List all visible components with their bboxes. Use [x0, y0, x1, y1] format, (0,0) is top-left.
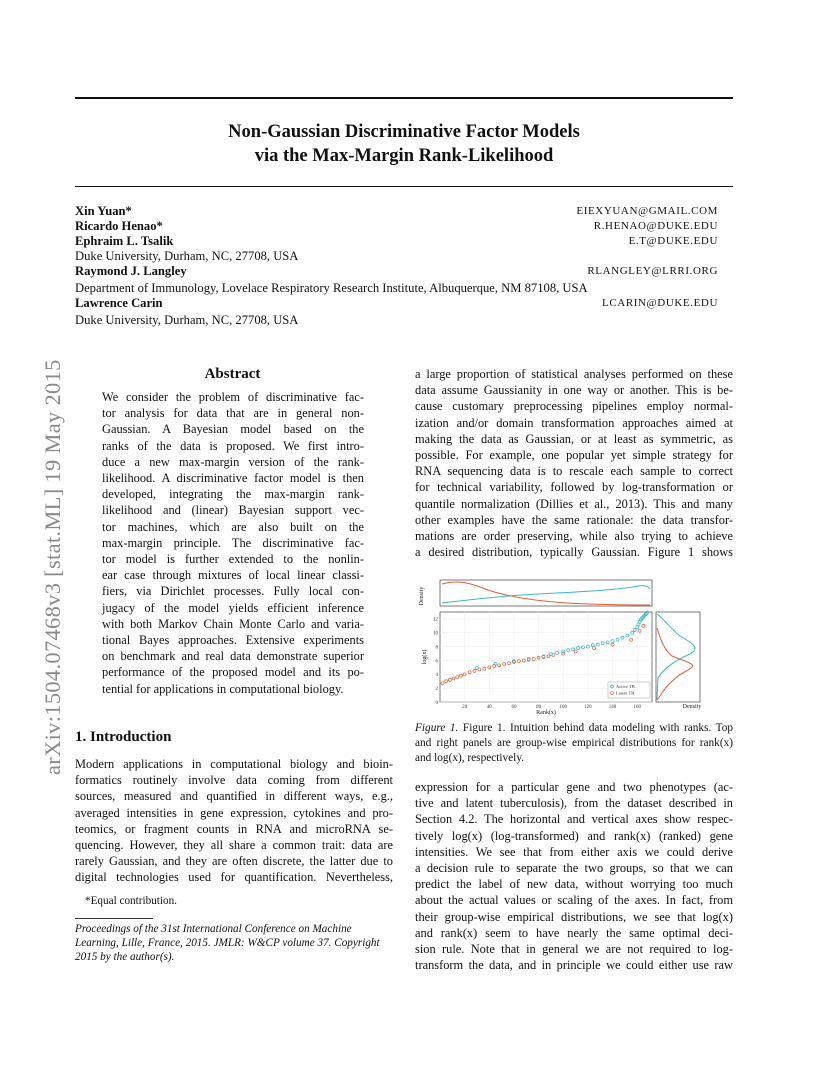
author-email: R.HENAO@DUKE.EDU — [593, 220, 718, 232]
latent-density-curve — [657, 614, 695, 700]
text-line: cause customary preprocessing pipelines employ normal- — [415, 399, 733, 414]
text-line: transform the data, and in principle we could either use raw — [415, 958, 733, 973]
text-line: Section 4.2. The horizontal and vertical axes show respec- — [415, 812, 733, 827]
y-tick-label: 6 — [435, 659, 438, 665]
latent-density-curve — [442, 586, 650, 603]
data-point — [601, 642, 604, 645]
text-line: tor analysis for data that are in general non- — [102, 406, 364, 421]
data-point — [596, 643, 599, 646]
data-point — [483, 667, 486, 670]
x-tick-label: 80 — [536, 705, 542, 710]
data-point — [642, 624, 645, 627]
text-line: making the data as Gaussian, or at least as symmetric, as — [415, 431, 733, 446]
data-point — [448, 678, 451, 681]
author-affiliation: Duke University, Durham, NC, 27708, USA — [75, 249, 299, 263]
text-line: fiers, via Dirichlet processes. Fully local con- — [102, 584, 364, 599]
data-point — [475, 667, 478, 670]
arxiv-sidebar: arXiv:1504.07468v3 [stat.ML] 19 May 2015 — [40, 359, 65, 775]
text-line: tive and latent tuberculosis), from the dataset described in — [415, 796, 733, 811]
chart-legend — [608, 682, 650, 698]
text-line: We consider the problem of discriminative fac- — [102, 390, 364, 404]
text-line: with both Markov Chain Monte Carlo and varia- — [102, 616, 364, 631]
right-column-bottom — [415, 779, 733, 973]
text-line: expression for a particular gene and two phenotypes (ac- — [415, 780, 733, 794]
data-point — [633, 629, 636, 632]
x-tick-label: 160 — [633, 705, 641, 710]
y-tick-label: 8 — [435, 645, 438, 651]
text-line: tively log(x) (log-transformed) and rank(x) (ranked) gene — [415, 828, 733, 843]
abstract-body — [102, 389, 364, 697]
text-line: about the actual values or scaling of the axes. In fact, from — [415, 893, 733, 908]
text-line: and rank(x) seem to have nearly the same optimal deci- — [415, 925, 733, 940]
data-point — [517, 660, 520, 663]
x-tick-label: 120 — [584, 705, 592, 710]
data-point — [452, 677, 455, 680]
text-line: digital technologies used for quantification. Nevertheless, — [75, 870, 393, 885]
data-point — [498, 664, 501, 667]
x-axis-label: Rank(x) — [536, 710, 556, 716]
text-line: teomics, or fragment counts in RNA and microRNA se- — [75, 821, 393, 836]
x-tick-label: 140 — [608, 705, 617, 710]
top-panel-ylabel: Density — [419, 586, 425, 606]
data-point — [567, 649, 570, 652]
data-point — [572, 648, 575, 651]
author-name: Ephraim L. Tsalik — [75, 234, 174, 248]
data-point — [606, 641, 609, 644]
y-axis-label: log(x) — [422, 649, 428, 665]
text-line: sion rule. Note that in general we are not required to log- — [415, 942, 733, 957]
data-point — [445, 680, 448, 683]
paper-title-line-1: Non-Gaussian Discriminative Factor Models — [228, 122, 580, 142]
text-line: likelihood. A discriminative factor model is then — [102, 471, 364, 486]
text-line: max-margin principle. The discriminative fac- — [102, 535, 364, 550]
data-point — [441, 682, 444, 685]
x-tick-label: 60 — [511, 705, 517, 710]
text-line: possible. For example, one popular yet simple strategy for — [415, 448, 733, 463]
footnote: *Equal contribution. — [85, 895, 177, 907]
author-name: Raymond J. Langley — [75, 264, 187, 278]
text-line: other examples have the same rationale: the data transfor- — [415, 512, 733, 527]
data-point — [577, 647, 580, 650]
proceedings-note: Proceedings of the 31st International Conference on Machine Learning, Lille, France, 2015. JMLR: W&CP volume 37. Copyright 2015 by the author(s). — [75, 923, 380, 963]
author-email: E.T@DUKE.EDU — [628, 235, 718, 247]
data-point — [459, 674, 462, 677]
text-line: intensities. We see that from either axis we could derive — [415, 844, 733, 859]
text-line: quencing. However, they all share a common trait: data are — [75, 838, 393, 853]
right-column-top — [415, 366, 733, 560]
data-point — [508, 662, 511, 665]
data-point — [638, 629, 641, 632]
text-line: RNA sequencing data is to rescale each sample to correct — [415, 464, 733, 479]
abstract-heading: Abstract — [204, 366, 261, 382]
y-tick-label: 2 — [435, 686, 438, 692]
footnote-rule — [75, 918, 153, 919]
figure-caption: Figure 1. Figure 1. Intuition behind data modeling with ranks. Top and right panels are group-wise empirical distributions for rank(x) and log(x), respectively. — [415, 722, 734, 764]
text-line: performance of the proposed model and its po- — [102, 665, 364, 680]
top-density-panel — [440, 580, 652, 606]
data-point — [581, 646, 584, 649]
author-name: Xin Yuan* — [75, 204, 132, 218]
section-heading: 1. Introduction — [75, 729, 172, 745]
right-density-panel — [656, 612, 700, 702]
x-tick-label: 20 — [462, 705, 468, 710]
author-email: LCARIN@DUKE.EDU — [602, 297, 718, 309]
title-rule-bottom — [75, 186, 733, 187]
text-line: their group-wise empirical distributions, we see that log(x) — [415, 909, 733, 924]
data-point — [616, 638, 619, 641]
text-line: ization and/or domain transformation approaches aimed at — [415, 415, 733, 430]
text-line: for technical variability, followed by log-transformation or — [415, 480, 733, 495]
text-line: predict the label of new data, without worrying too much — [415, 877, 733, 892]
data-point — [456, 676, 459, 679]
text-line: rarely Gaussian, and they are often discrete, the latter due to — [75, 854, 393, 869]
text-line: developed, integrating the max-margin rank- — [102, 487, 364, 502]
text-line: Modern applications in computational biology and bioin- — [75, 757, 393, 771]
data-point — [468, 671, 471, 674]
data-point — [630, 638, 633, 641]
text-line: sources, measured and quantified in different ways, e.g., — [75, 789, 393, 804]
text-line: tor model is further extended to the nonlin- — [102, 552, 364, 567]
data-point — [591, 644, 594, 647]
text-line: data assume Gaussianity in one way or another. This is be- — [415, 383, 733, 398]
text-line: Gaussian. A Bayesian model based on the — [102, 422, 364, 437]
title-rule-top — [75, 97, 733, 99]
x-tick-label: 100 — [559, 705, 568, 710]
author-name: Lawrence Carin — [75, 296, 163, 310]
author-affiliation: Department of Immunology, Lovelace Respiratory Research Institute, Albuquerque, NM 87108, USA — [75, 281, 588, 295]
intro-body — [75, 756, 393, 886]
figure-1-chart — [418, 578, 730, 716]
text-line: a decision rule to separate the two groups, so that we can — [415, 861, 733, 876]
text-line: tential for applications in computational biology. — [102, 681, 344, 696]
data-point — [621, 636, 624, 639]
text-line: quantile normalization (Dillies et al., 2013). This and many — [415, 496, 733, 511]
author-email: EIEXYUAN@GMAIL.COM — [576, 205, 718, 217]
text-line: duce a new max-margin version of the rank- — [102, 454, 364, 469]
author-affiliation: Duke University, Durham, NC, 27708, USA — [75, 313, 299, 327]
active-density-curve — [657, 628, 693, 700]
data-point — [626, 634, 629, 637]
y-tick-label: 4 — [435, 673, 438, 679]
caption-text: Figure 1. Intuition behind data modeling with ranks. Top and right panels are group-wise empirical distributions for rank(x) and log(x), respectively. — [415, 722, 734, 764]
text-line: tional Bayes approaches. Extensive experiments — [102, 633, 364, 648]
data-point — [473, 669, 476, 672]
text-line: ear case through mixtures of local linear classi- — [102, 568, 364, 583]
paper-title-line-2: via the Max-Margin Rank-Likelihood — [254, 146, 554, 166]
text-line: tor machines, which are also built on the — [102, 519, 364, 534]
text-line: a large proportion of statistical analyses performed on these — [415, 367, 733, 381]
text-line: on benchmark and real data demonstrate superior — [102, 649, 364, 664]
author-email: RLANGLEY@LRRI.ORG — [587, 265, 718, 277]
legend-entry: Active TB — [616, 684, 635, 689]
legend-entry: Latent TB — [616, 690, 635, 696]
x-tick-label: 40 — [486, 705, 492, 710]
data-point — [532, 658, 535, 661]
text-line: formatics routinely involve data coming from different — [75, 773, 393, 788]
text-line: ranks of the data is proposed. We first intro- — [102, 438, 364, 453]
data-point — [556, 651, 559, 654]
y-tick-label: 0 — [435, 700, 438, 706]
text-line: averaged intensities in gene expression, cytokines and pro- — [75, 805, 393, 820]
text-line: likelihood and (linear) Bayesian support vec- — [102, 503, 364, 518]
text-line: mations are order preserving, while also trying to achieve — [415, 529, 733, 544]
data-point — [503, 662, 506, 665]
text-line: jugacy of the model yields efficient inference — [102, 600, 364, 615]
text-line: a desired distribution, typically Gaussian. Figure 1 shows — [415, 545, 733, 560]
right-panel-xlabel: Density — [682, 704, 702, 710]
author-name: Ricardo Henao* — [75, 219, 163, 233]
y-tick-label: 10 — [433, 631, 438, 637]
y-tick-label: 12 — [433, 617, 438, 623]
